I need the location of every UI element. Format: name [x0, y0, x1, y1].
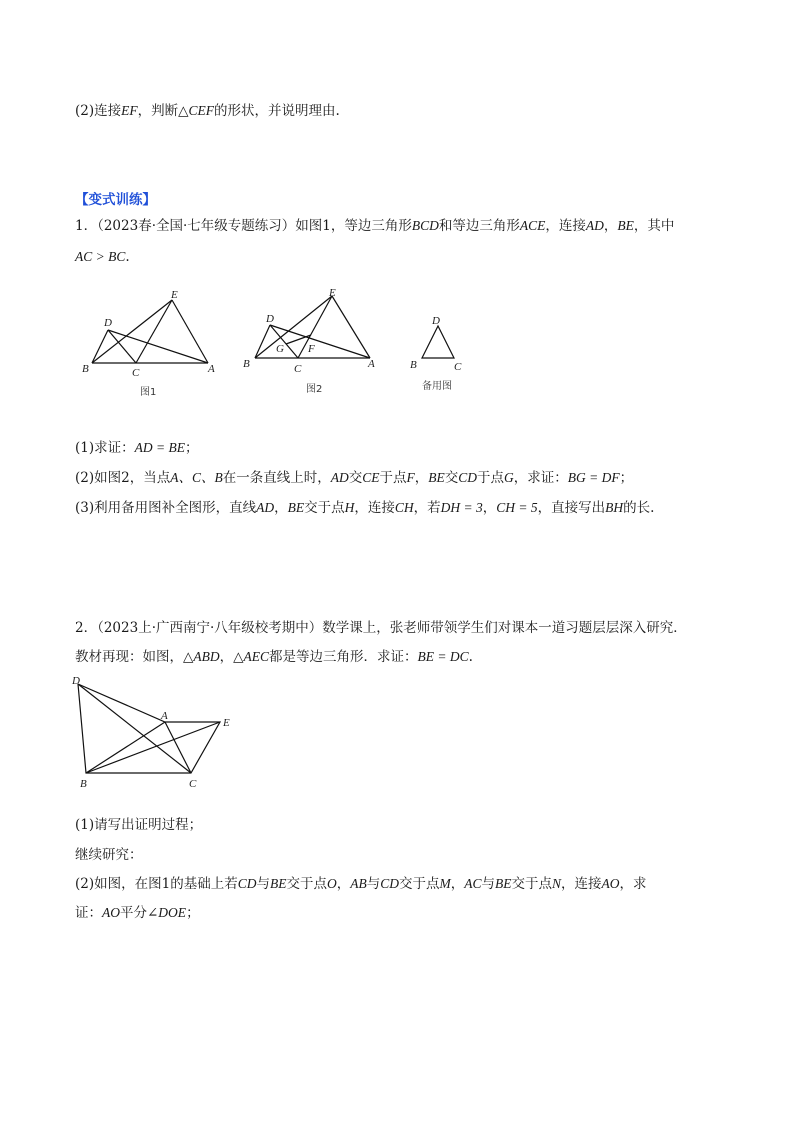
- segment-ce: CE: [362, 470, 380, 485]
- label-b: B: [82, 363, 89, 375]
- segment-ch: CH: [394, 500, 414, 515]
- segment-ab: AB: [350, 876, 367, 891]
- segment-ad: AD: [585, 218, 604, 233]
- q1-part3-t3: 交于点: [304, 500, 345, 516]
- q1-part2-t8: ，求证：: [513, 470, 568, 486]
- eq-bg-df: BG = DF: [567, 470, 620, 485]
- label-a: A: [161, 710, 168, 722]
- point-g: G: [504, 470, 514, 485]
- q2-part2: [75, 874, 647, 894]
- triangle-aec: △AEC: [233, 649, 270, 664]
- q1-part2-t6: 交: [444, 470, 459, 486]
- segment-cd: CD: [458, 470, 477, 485]
- segment-cd-2: CD: [380, 876, 399, 891]
- segment-ad: AD: [256, 500, 275, 515]
- figure-2: [240, 285, 390, 400]
- q1-part2-t7: 于点: [477, 470, 504, 486]
- segment-be: BE: [287, 500, 305, 515]
- q2-part2-t11: ，求: [619, 876, 647, 892]
- caption-fig2: 图2: [306, 384, 323, 395]
- eq-ch: CH = 5: [496, 500, 538, 515]
- prev-part2-line: [75, 101, 340, 121]
- triangle-cef: △CEF: [178, 103, 215, 118]
- q2-part2-t10: ，连接: [561, 876, 602, 892]
- q1-text-4: ，其中: [633, 218, 675, 234]
- q1-text-3: ，: [603, 218, 618, 234]
- eq-be-dc: BE = DC: [417, 649, 469, 664]
- q1-part3-t7: ，直接写出: [537, 500, 606, 516]
- q2-line2-t1: 教材再现：如图，: [75, 649, 183, 665]
- q1-line2: [75, 247, 130, 267]
- section-title: 【变式训练】: [75, 192, 156, 208]
- label-d: D: [432, 315, 440, 327]
- label-c: C: [294, 363, 302, 375]
- q2-line2-t2: ，: [219, 649, 234, 665]
- q2-part2-t4: ，: [336, 876, 351, 892]
- points-acb: A、C、B: [170, 470, 223, 485]
- q1-text-1: 和等边三角形: [438, 218, 520, 234]
- segment-ao: AO: [601, 876, 620, 891]
- q1-part3: [75, 498, 654, 518]
- label-c: C: [132, 367, 140, 379]
- q2-continue: 继续研究：: [75, 847, 143, 863]
- line-dc: [78, 684, 191, 773]
- q2-line2-end: .: [468, 649, 473, 665]
- line-ce: [298, 296, 332, 358]
- q2-part2-cont: [75, 903, 200, 923]
- label-a: A: [368, 358, 375, 370]
- label-e: E: [171, 289, 178, 301]
- segment-ac: AC: [464, 876, 482, 891]
- point-n: N: [552, 876, 562, 891]
- triangle-ace: ACE: [519, 218, 546, 233]
- line-be: [92, 300, 172, 363]
- point-f: F: [406, 470, 415, 485]
- q1-line1: [75, 216, 674, 236]
- line-bd: [255, 325, 270, 358]
- segment-be: BE: [269, 876, 287, 891]
- q2-part2-t5: 与: [366, 876, 381, 892]
- outline-dbcea: [78, 684, 220, 773]
- q1-text-2: ，连接: [545, 218, 586, 234]
- caption-fig1: 图1: [140, 387, 157, 398]
- q1-line2-end: .: [125, 249, 130, 265]
- q2-part2b-end: ；: [186, 905, 200, 921]
- label-d: D: [72, 675, 80, 687]
- q1-part2: [75, 468, 633, 488]
- point-o: O: [326, 876, 337, 891]
- triangle-abd: △ABD: [183, 649, 220, 664]
- figure-spare: [408, 312, 478, 397]
- line-da: [108, 330, 208, 363]
- label-a: A: [208, 363, 215, 375]
- line-bd: [92, 330, 108, 363]
- q1-part3-t5: ，若: [413, 500, 441, 516]
- q2-part2-t7: ，: [450, 876, 465, 892]
- q2-part2-t8: 与: [481, 876, 496, 892]
- figure-1: [80, 288, 230, 403]
- q1-part3-t4: ，连接: [354, 500, 395, 516]
- q1-part2-t4: 于点: [379, 470, 407, 486]
- q2-line2-t3: 都是等边三角形．求证：: [269, 649, 418, 665]
- q2-part1: (1)请写出证明过程；: [75, 817, 203, 833]
- q2-part2-t9: 交于点: [511, 876, 553, 892]
- q2-part2-t6: 交于点: [399, 876, 440, 892]
- label-e: E: [223, 717, 230, 729]
- q2-line2: [75, 647, 473, 667]
- label-e: E: [329, 287, 336, 299]
- q1-part3-t6: ，: [482, 500, 497, 516]
- q2-part2b-t2: 平分: [120, 905, 147, 921]
- segment-be: BE: [428, 470, 445, 485]
- label-c: C: [189, 778, 197, 790]
- line-da: [270, 325, 370, 358]
- caption-spare: 备用图: [422, 381, 452, 392]
- segment-be-2: BE: [495, 876, 512, 891]
- q1-part2-t5: ，: [414, 470, 429, 486]
- segment-ao: AO: [102, 905, 120, 920]
- q1-part2-t2: 在一条直线上时，: [222, 470, 331, 486]
- q1-part3-t1: (3)利用备用图补全图形，直线: [75, 500, 257, 516]
- label-g: G: [276, 343, 284, 355]
- prev-part2-text-2: ，判断: [137, 103, 179, 119]
- segment-cd: CD: [237, 876, 257, 891]
- segment-ef: EF: [121, 103, 138, 118]
- label-d: D: [104, 317, 112, 329]
- line-ea: [172, 300, 208, 363]
- figure-q2: [68, 672, 248, 797]
- segment-bh: BH: [605, 500, 624, 515]
- eq-ad-be: AD = BE: [134, 440, 185, 455]
- prev-part2-text-3: 的形状，并说明理由.: [214, 103, 340, 119]
- q1-part1: [75, 438, 198, 458]
- label-f: F: [308, 343, 315, 355]
- q1-part2-t1: (2)如图2，当点: [75, 470, 171, 486]
- q2-part2-t2: 与: [256, 876, 270, 892]
- q2-part2-t3: 交于点: [286, 876, 327, 892]
- label-d: D: [266, 313, 274, 325]
- label-b: B: [80, 778, 87, 790]
- q1-part1-text: (1)求证：: [75, 440, 135, 456]
- q1-stem: 1．（2023春·全国·七年级专题练习）如图1，等边三角形: [75, 218, 412, 234]
- q1-part3-end: 的长.: [623, 500, 655, 516]
- q1-part2-end: ；: [619, 470, 634, 486]
- line-ac: [165, 722, 191, 773]
- q2-part2b-t1: 证：: [75, 905, 102, 921]
- triangle-bcd: BCD: [411, 218, 439, 233]
- q2-part2-t1: (2)如图，在图1的基础上若: [75, 876, 238, 892]
- q1-part3-t2: ，: [274, 500, 288, 516]
- triangle-dbc: [422, 326, 454, 358]
- line-ce: [136, 300, 172, 363]
- label-b: B: [410, 359, 417, 371]
- segment-be: BE: [617, 218, 634, 233]
- line-ea: [332, 296, 370, 358]
- q2-line1: 2．（2023上·广西南宁·八年级校考期中）数学课上，张老师带领学生们对课本一道习题层层深入研究．: [75, 620, 687, 636]
- point-m: M: [439, 876, 451, 891]
- eq-dh: DH = 3: [440, 500, 483, 515]
- inequality-ac-bc: AC > BC: [75, 249, 126, 264]
- label-c: C: [454, 361, 462, 373]
- point-h: H: [344, 500, 355, 515]
- prev-part2-text: (2)连接: [75, 103, 122, 119]
- segment-ad: AD: [330, 470, 349, 485]
- angle-doe: ∠DOE: [147, 905, 187, 920]
- line-be: [255, 296, 332, 358]
- label-b: B: [243, 358, 250, 370]
- q1-part1-end: ；: [184, 440, 199, 456]
- q1-part2-t3: 交: [348, 470, 363, 486]
